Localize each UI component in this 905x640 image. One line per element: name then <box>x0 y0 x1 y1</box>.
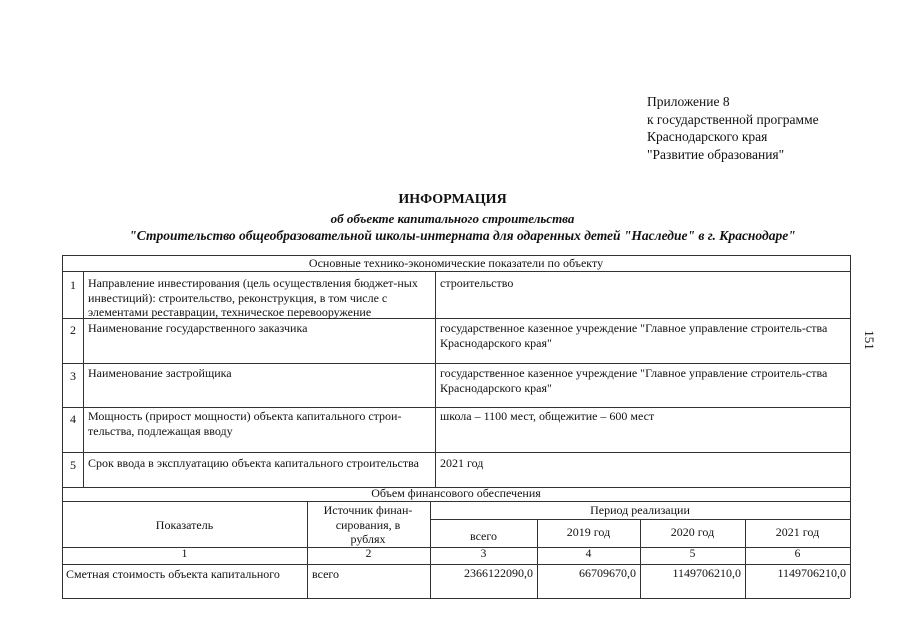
row-number: 5 <box>70 458 76 472</box>
row-number: 2 <box>70 323 76 337</box>
row-value: 2021 год <box>440 456 484 470</box>
table-line <box>62 407 850 408</box>
table-line <box>850 487 851 598</box>
row-2020: 1149706210,0 <box>672 566 741 580</box>
row-label: Направление инвестирования (цель осуществления бюджет-ных инвестиций): строительство, реконструкция, в том числе с элементами реставрации, техническое перевооружение <box>88 276 418 319</box>
column-number: 2 <box>365 548 372 560</box>
table-line <box>62 564 850 565</box>
column-header-source: Источник финан-сирования, в рублях <box>323 503 413 546</box>
table-line <box>62 501 850 502</box>
row-value: строительство <box>440 276 514 290</box>
appendix-note <box>647 93 819 163</box>
row-indicator: Сметная стоимость объекта капитального <box>66 567 280 581</box>
table-line <box>62 363 850 364</box>
row-source: всего <box>312 567 340 581</box>
section-heading: Объем финансового обеспечения <box>371 486 541 500</box>
appendix-line-2: к государственной программе <box>647 111 819 127</box>
row-number: 3 <box>70 369 76 383</box>
table-line <box>62 271 850 272</box>
row-2021: 1149706210,0 <box>777 566 846 580</box>
table-line <box>62 598 850 599</box>
column-header-period: Период реализации <box>590 503 690 517</box>
page-number: 151 <box>861 330 877 350</box>
table-line <box>62 487 63 598</box>
appendix-line-3: Краснодарского края <box>647 129 768 144</box>
row-label: Мощность (прирост мощности) объекта капитального строи-тельства, подлежащая вводу <box>88 409 402 438</box>
section-heading: Основные технико-экономические показатели по объекту <box>308 256 604 270</box>
table-line <box>850 255 851 487</box>
row-label: Наименование государственного заказчика <box>88 321 308 335</box>
column-header-2020: 2020 год <box>670 525 715 539</box>
document-title: ИНФОРМАЦИЯ <box>398 192 507 207</box>
column-header-2021: 2021 год <box>775 525 820 539</box>
document-subtitle: об объекте капитального строительства <box>330 211 575 226</box>
appendix-line-1: Приложение 8 <box>647 94 730 109</box>
appendix-line-4: "Развитие образования" <box>647 146 785 162</box>
object-name: "Строительство общеобразовательной школы-интерната для одаренных детей "Наследие" в г. Краснодаре" <box>129 228 796 243</box>
table-line <box>435 271 436 487</box>
table-line <box>62 255 63 487</box>
row-number: 4 <box>70 412 76 426</box>
column-number: 1 <box>181 548 188 560</box>
row-value: государственное казенное учреждение "Главное управление строитель-ства Краснодарского края" <box>440 366 828 395</box>
column-header-indicator: Показатель <box>155 518 214 532</box>
column-header-total: всего <box>469 529 498 543</box>
column-header-2019: 2019 год <box>566 525 611 539</box>
row-label: Наименование застройщика <box>88 366 232 380</box>
row-value: государственное казенное учреждение "Главное управление строитель-ства Краснодарского края" <box>440 321 828 350</box>
table-line <box>83 271 84 487</box>
column-number: 5 <box>689 548 696 560</box>
row-value: школа – 1100 мест, общежитие – 600 мест <box>440 409 655 423</box>
column-number: 6 <box>794 548 801 560</box>
column-number: 3 <box>480 548 487 560</box>
column-number: 4 <box>585 548 592 560</box>
row-number: 1 <box>70 278 76 292</box>
row-2019: 66709670,0 <box>579 566 636 580</box>
table-line <box>62 452 850 453</box>
row-total: 2366122090,0 <box>464 566 533 580</box>
row-label: Срок ввода в эксплуатацию объекта капитального строительства <box>88 456 419 470</box>
